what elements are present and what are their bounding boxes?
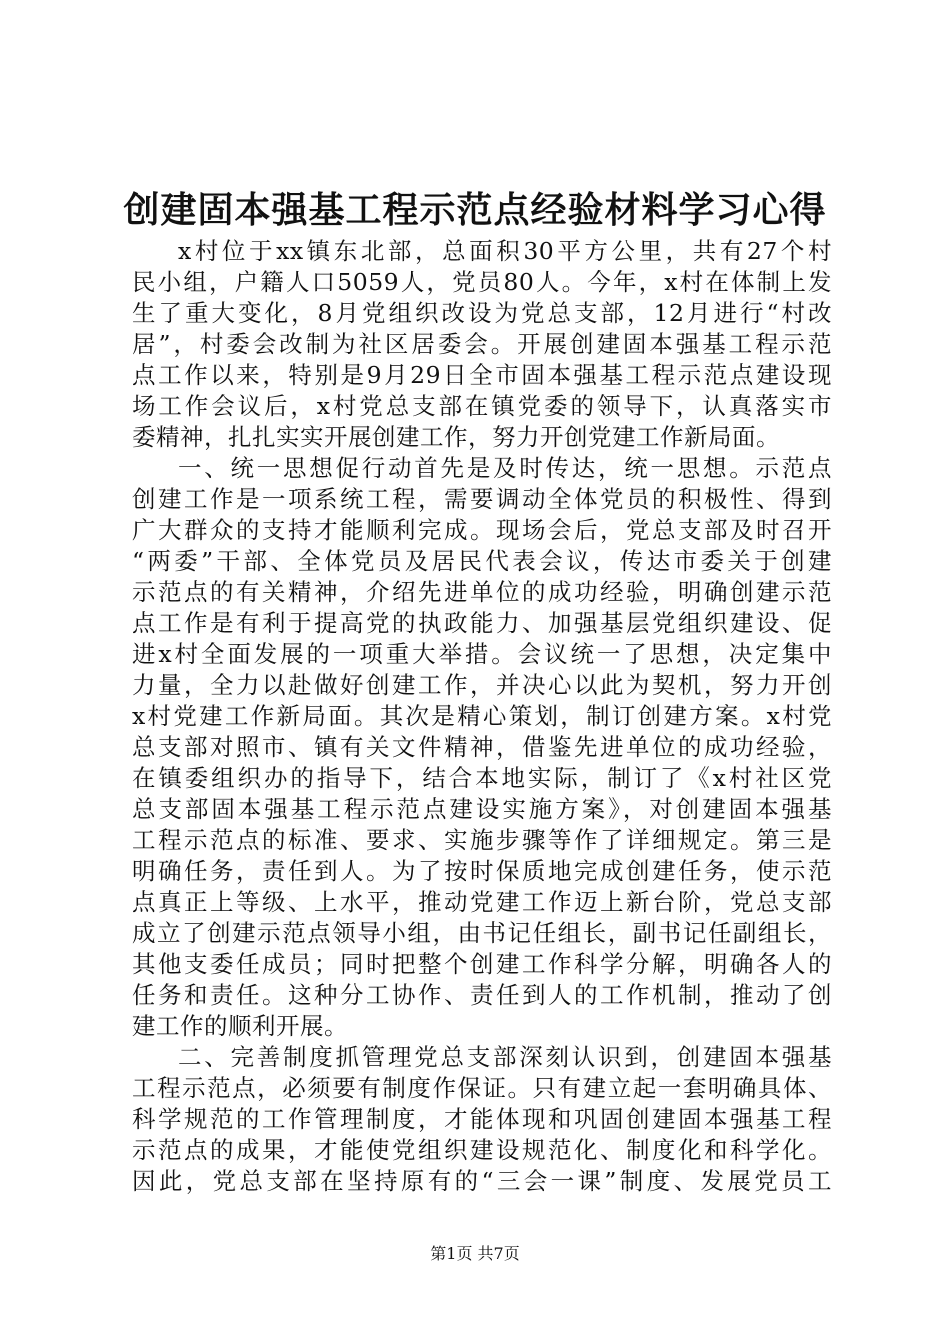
- paragraph-1-line: 场工作会议后，x村党总支部在镇党委的领导下，认真落实市: [132, 392, 832, 420]
- paragraph-2-line: x村党建工作新局面。其次是精心策划，制订创建方案。x村党: [132, 702, 832, 730]
- paragraph-2-line: 明确任务，责任到人。为了按时保质地完成创建任务，使示范: [132, 857, 832, 885]
- paragraph-2-line: 示范点的有关精神，介绍先进单位的成功经验，明确创建示范: [132, 578, 832, 606]
- document-title: 创建固本强基工程示范点经验材料学习心得: [123, 189, 827, 231]
- paragraph-2-line: 点真正上等级、上水平，推动党建工作迈上新台阶，党总支部: [132, 888, 832, 916]
- paragraph-3-line: 因此，党总支部在坚持原有的“三会一课”制度、发展党员工: [132, 1167, 832, 1195]
- paragraph-1-line: x村位于xx镇东北部，总面积30平方公里，共有27个村: [178, 237, 832, 265]
- paragraph-2-line: 总支部对照市、镇有关文件精神，借鉴先进单位的成功经验，: [132, 733, 832, 761]
- paragraph-2-line: 在镇委组织办的指导下，结合本地实际，制订了《x村社区党: [132, 764, 832, 792]
- paragraph-1-line: 民小组，户籍人口5059人，党员80人。今年，x村在体制上发: [132, 268, 832, 296]
- paragraph-2-line: 工程示范点的标准、要求、实施步骤等作了详细规定。第三是: [132, 826, 832, 854]
- paragraph-1-line: 点工作以来，特别是9月29日全市固本强基工程示范点建设现: [132, 361, 832, 389]
- paragraph-2-line: 广大群众的支持才能顺利完成。现场会后，党总支部及时召开: [132, 516, 832, 544]
- paragraph-3-line: 工程示范点，必须要有制度作保证。只有建立起一套明确具体、: [132, 1074, 832, 1102]
- paragraph-2-line: 其他支委任成员；同时把整个创建工作科学分解，明确各人的: [132, 950, 832, 978]
- paragraph-1-line: 生了重大变化，8月党组织改设为党总支部，12月进行“村改: [132, 299, 832, 327]
- paragraph-2-line: 一、统一思想促行动首先是及时传达，统一思想。示范点: [178, 454, 832, 482]
- paragraph-2-line: 力量，全力以赴做好创建工作，并决心以此为契机，努力开创: [132, 671, 832, 699]
- paragraph-2-line: 建工作的顺利开展。: [132, 1012, 348, 1040]
- paragraph-2-line: 总支部固本强基工程示范点建设实施方案》，对创建固本强基: [132, 795, 832, 823]
- document-body: [132, 236, 832, 1197]
- paragraph-2-line: 进x村全面发展的一项重大举措。会议统一了思想，决定集中: [132, 640, 832, 668]
- paragraph-2-line: 成立了创建示范点领导小组，由书记任组长，副书记任副组长，: [132, 919, 832, 947]
- paragraph-2-line: “两委”干部、全体党员及居民代表会议，传达市委关于创建: [132, 547, 832, 575]
- paragraph-3-line: 科学规范的工作管理制度，才能体现和巩固创建固本强基工程: [132, 1105, 832, 1133]
- paragraph-1-line: 委精神，扎扎实实开展创建工作，努力开创党建工作新局面。: [132, 423, 780, 451]
- paragraph-3-line: 示范点的成果，才能使党组织建设规范化、制度化和科学化。: [132, 1136, 832, 1164]
- paragraph-2-line: 点工作是有利于提高党的执政能力、加强基层党组织建设、促: [132, 609, 832, 637]
- paragraph-2-line: 创建工作是一项系统工程，需要调动全体党员的积极性、得到: [132, 485, 832, 513]
- page-number-footer: 第1页 共7页: [430, 1244, 520, 1263]
- paragraph-3-line: 二、完善制度抓管理党总支部深刻认识到，创建固本强基: [178, 1043, 832, 1071]
- paragraph-2-line: 任务和责任。这种分工协作、责任到人的工作机制，推动了创: [132, 981, 832, 1009]
- paragraph-1-line: 居”，村委会改制为社区居委会。开展创建固本强基工程示范: [132, 330, 832, 358]
